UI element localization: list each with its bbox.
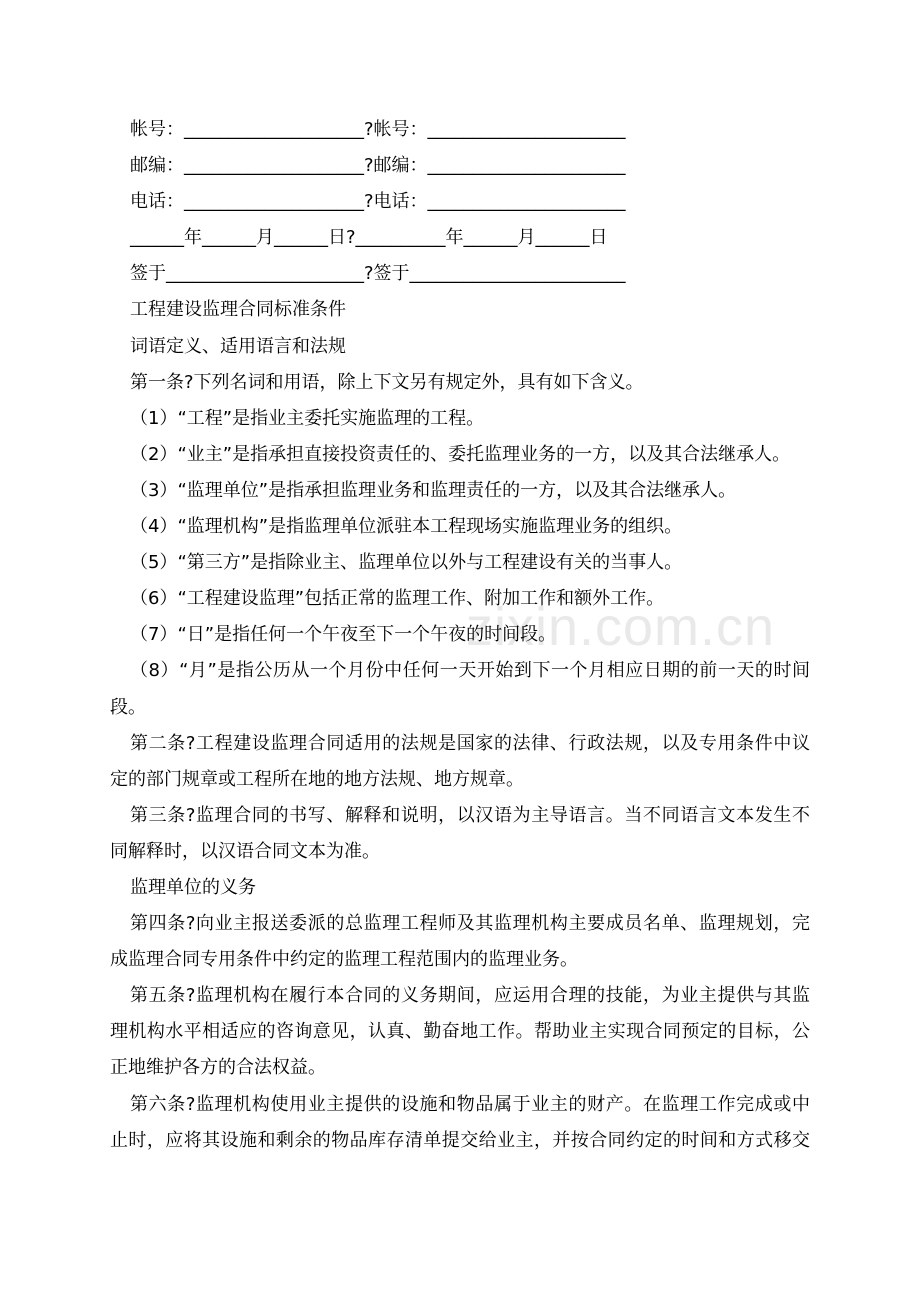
article-5-line: 第五条?监理机构在履行本合同的义务期间，应运用合理的技能，为业主提供与其监: [130, 985, 810, 1007]
definition-item: （1）“工程”是指业主委托实施监理的工程。: [130, 407, 485, 429]
definition-8-line: 段。: [110, 696, 146, 718]
definition-item: （7）“日”是指任何一个午夜至下一个午夜的时间段。: [130, 624, 557, 646]
article-6-line: 第六条?监理机构使用业主提供的设施和物品属于业主的财产。在监理工作完成或中: [130, 1093, 810, 1115]
article-2-line: 定的部门规章或工程所在地的地方法规、地方规章。: [110, 768, 524, 790]
postcode-line: 邮编：____________________?邮编：______________________: [130, 155, 626, 177]
document-body: [0, 112, 920, 1159]
article-3-line: 同解释时，以汉语合同文本为准。: [110, 840, 380, 862]
account-line: 帐号：____________________?帐号：______________________: [130, 119, 626, 140]
definition-item: （4）“监理机构”是指监理单位派驻本工程现场实施监理业务的组织。: [130, 516, 683, 538]
document-title: 工程建设监理合同标准条件: [130, 299, 346, 321]
phone-line: 电话：____________________?电话：______________________: [130, 191, 626, 213]
definition-8-line: （8）“月”是指公历从一个月份中任何一天开始到下一个月相应日期的前一天的时间: [130, 660, 810, 682]
article-3-line: 第三条?监理合同的书写、解释和说明，以汉语为主导语言。当不同语言文本发生不: [130, 804, 810, 826]
section-heading-obligations: 监理单位的义务: [130, 876, 256, 898]
article-4-line: 第四条?向业主报送委派的总监理工程师及其监理机构主要成员名单、监理规划，完: [130, 913, 810, 935]
article-5-line: 正地维护各方的合法权益。: [110, 1057, 326, 1079]
section-heading-definitions: 词语定义、适用语言和法规: [130, 335, 346, 357]
article-2-line: 第二条?工程建设监理合同适用的法规是国家的法律、行政法规，以及专用条件中议: [130, 732, 810, 754]
article-4-line: 成监理合同专用条件中约定的监理工程范围内的监理业务。: [110, 949, 578, 971]
watermark: zixin.com.cn: [466, 597, 776, 657]
definition-item: （3）“监理单位”是指承担监理业务和监理责任的一方，以及其合法继承人。: [130, 479, 737, 501]
definition-item: （5）“第三方”是指除业主、监理单位以外与工程建设有关的当事人。: [130, 552, 683, 574]
article-5-line: 理机构水平相适应的咨询意见，认真、勤奋地工作。帮助业主实现合同预定的目标，公: [110, 1021, 810, 1043]
definition-item: （2）“业主”是指承担直接投资责任的、委托监理业务的一方，以及其合法继承人。: [130, 443, 791, 465]
signed-at-line: 签于______________________?签于________________________: [130, 263, 626, 285]
article-1: 第一条?下列名词和用语，除上下文另有规定外，具有如下含义。: [130, 371, 644, 393]
definition-item: （6）“工程建设监理”包括正常的监理工作、附加工作和额外工作。: [130, 588, 665, 610]
article-6-line: 止时，应将其设施和剩余的物品库存清单提交给业主，并按合同约定的时间和方式移交: [110, 1129, 810, 1151]
date-line: ______年______月______日?__________年______月______日: [130, 227, 608, 249]
